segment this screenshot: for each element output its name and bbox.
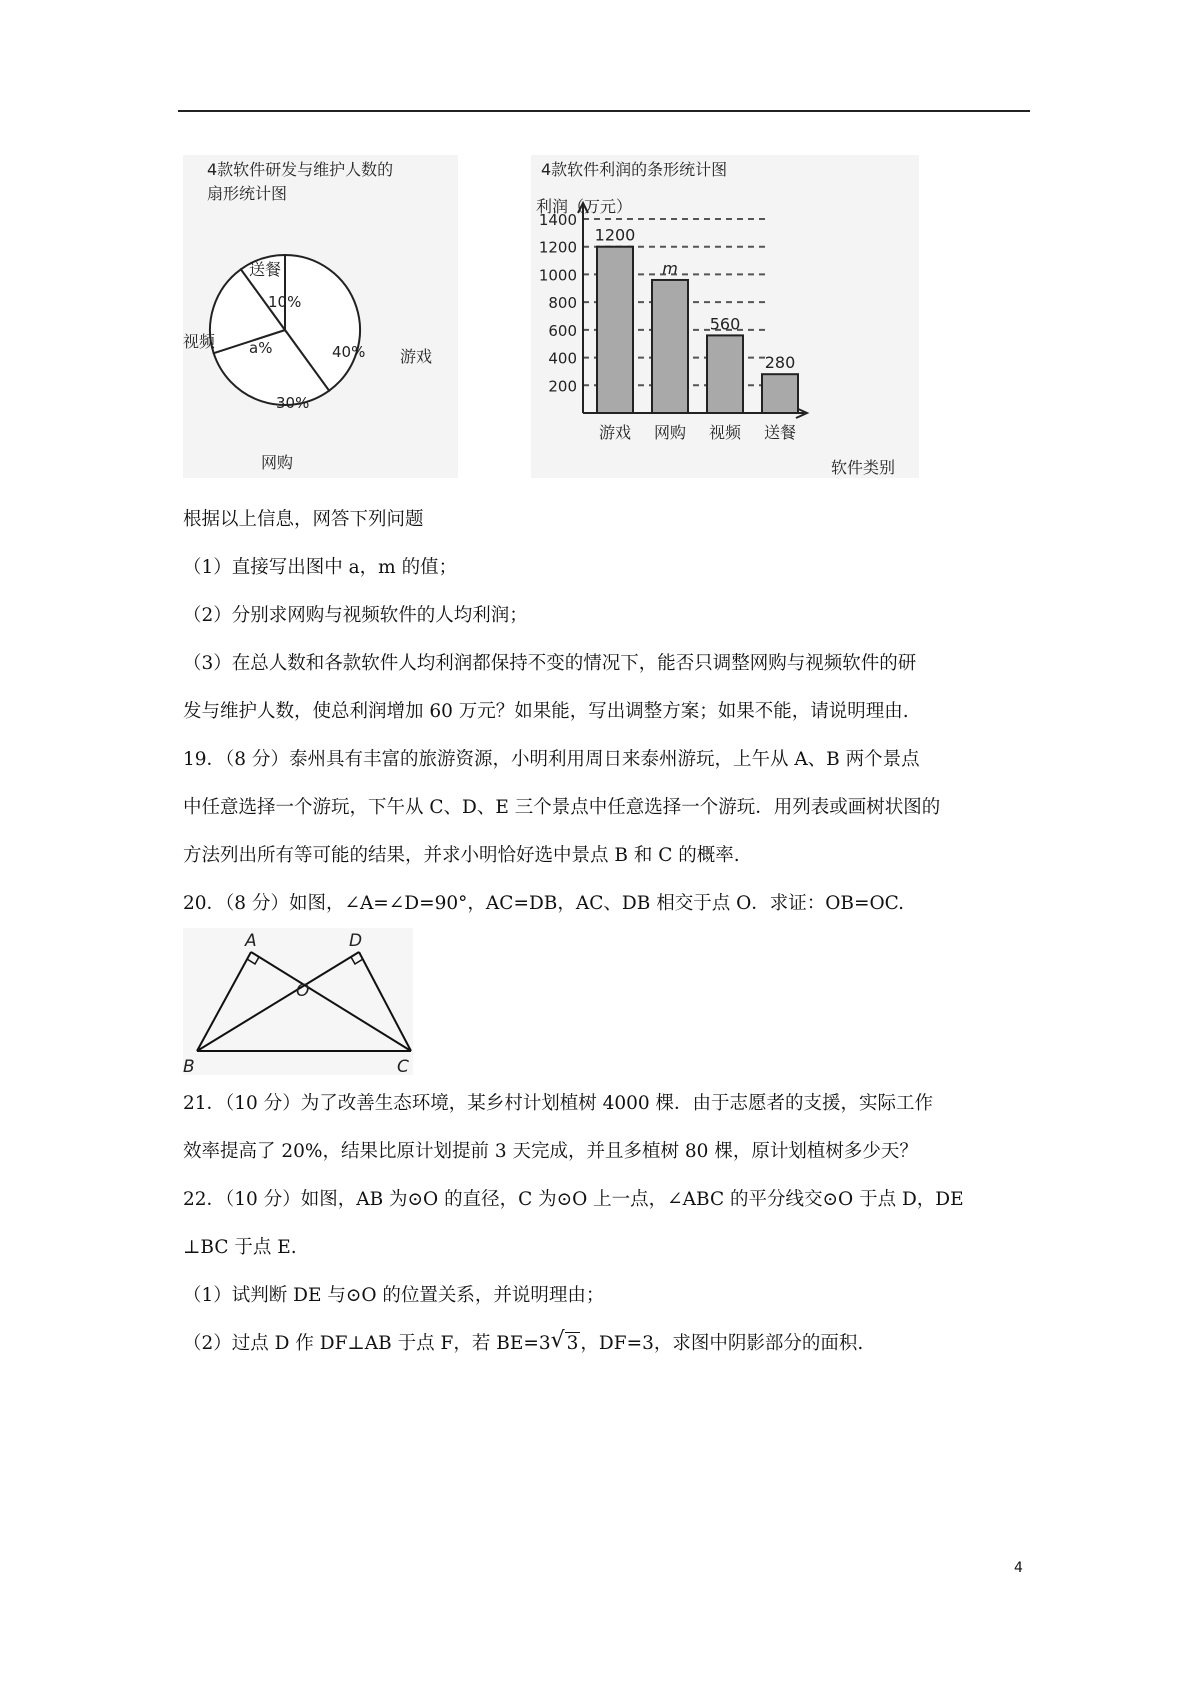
q22-part2 <box>183 1328 864 1356</box>
q18-part3-line2: 发与维护人数，使总利润增加 60 万元？如果能，写出调整方案；如果不能，请说明理由. <box>183 701 909 722</box>
q22-part2-pre: （2）过点 D 作 DF⊥AB 于点 F，若 BE=3 <box>183 1333 551 1354</box>
bar-category-label-2: 视频 <box>708 423 742 442</box>
bar-chart-figure <box>531 155 919 478</box>
bar-category-label-0: 游戏 <box>598 423 632 442</box>
pie-label-youxi: 游戏 <box>400 347 433 366</box>
pie-label-songcan: 送餐 <box>249 260 282 279</box>
ytick-label-1400: 1400 <box>538 211 577 229</box>
bar-value-label-0: 1200 <box>594 225 636 245</box>
vertex-d: D <box>349 931 363 951</box>
segment-ba <box>197 952 251 1051</box>
q21-line1: 21．（10 分）为了改善生态环境，某乡村计划植树 4000 棵．由于志愿者的支援，实际工作 <box>183 1093 934 1114</box>
text-intro: 根据以上信息，网答下列问题 <box>183 509 424 530</box>
pie-label-wanggou: 网购 <box>261 453 294 472</box>
bar-xlabel: 软件类别 <box>831 458 896 477</box>
vertex-a: A <box>245 931 257 951</box>
bar-0 <box>597 247 633 413</box>
bar-value-label-2: 560 <box>709 314 741 334</box>
bar-category-label-3: 送餐 <box>763 423 797 442</box>
pie-title-line2: 扇形统计图 <box>207 184 288 203</box>
vertex-c: C <box>397 1057 409 1075</box>
pie-slices <box>210 255 360 405</box>
triangle-figure <box>183 928 413 1075</box>
bar-chart <box>531 155 919 478</box>
q19-line1: 19．（8 分）泰州具有丰富的旅游资源，小明利用周日来泰州游玩，上午从 A、B 两个景点 <box>183 749 920 770</box>
bar-title: 4款软件利润的条形统计图 <box>541 160 728 179</box>
ytick-label-800: 800 <box>548 294 577 313</box>
pie-title-line1: 4款软件研发与维护人数的 <box>207 160 394 179</box>
pie-pct-songcan: 10% <box>268 293 302 311</box>
radical-sign: √ <box>550 1328 565 1353</box>
q19-line3: 方法列出所有等可能的结果，并求小明恰好选中景点 B 和 C 的概率. <box>183 845 740 866</box>
ytick-label-400: 400 <box>548 349 577 368</box>
q18-part1: （1）直接写出图中 a，m 的值； <box>183 557 458 578</box>
q22-line1: 22．（10 分）如图，AB 为⊙O 的直径，C 为⊙O 上一点，∠ABC 的平分线交⊙O 于点 D，DE <box>183 1189 964 1210</box>
vertex-b: B <box>183 1057 195 1075</box>
bar-1 <box>652 280 688 413</box>
sqrt-expression <box>550 1328 581 1356</box>
bar-3 <box>762 374 798 413</box>
ytick-label-1200: 1200 <box>538 238 577 257</box>
pie-label-shipin: 视频 <box>183 332 216 351</box>
pie-pct-wanggou: 30% <box>276 394 310 412</box>
ytick-label-600: 600 <box>548 321 577 340</box>
bar-bars <box>595 226 798 442</box>
pie-pct-shipin: a% <box>249 339 273 357</box>
ytick-label-200: 200 <box>548 377 577 396</box>
q18-part3-line1: （3）在总人数和各款软件人均利润都保持不变的情况下，能否只调整网购与视频软件的研 <box>183 653 917 674</box>
page-number: 4 <box>1014 1560 1023 1576</box>
bar-value-label-1: m <box>662 258 678 278</box>
q18-part2: （2）分别求网购与视频软件的人均利润； <box>183 605 528 626</box>
bar-value-label-3: 280 <box>764 353 796 373</box>
ytick-label-1000: 1000 <box>538 266 577 285</box>
pie-chart-figure <box>183 155 458 478</box>
bar-category-label-1: 网购 <box>653 423 687 442</box>
radicand: 3 <box>566 1333 579 1354</box>
segment-dc <box>359 952 411 1051</box>
bar-2 <box>707 335 743 413</box>
triangle-diagram <box>183 928 413 1075</box>
vertex-o: O <box>296 981 310 1001</box>
q19-line2: 中任意选择一个游玩，下午从 C、D、E 三个景点中任意选择一个游玩．用列表或画树状图的 <box>183 797 941 818</box>
header-rule <box>178 110 1030 112</box>
bar-ylabel: 利润（万元） <box>536 197 633 216</box>
segment-ac <box>251 952 411 1051</box>
segment-bd <box>197 952 359 1051</box>
q22-part2-post: ，DF=3，求图中阴影部分的面积. <box>580 1333 864 1354</box>
pie-pct-youxi: 40% <box>332 343 366 361</box>
q21-line2: 效率提高了 20%，结果比原计划提前 3 天完成，并且多植树 80 棵，原计划植树多少天？ <box>183 1141 918 1162</box>
pie-chart <box>183 155 458 478</box>
q20-line1: 20．（8 分）如图，∠A=∠D=90°，AC=DB，AC、DB 相交于点 O．求证：OB=OC. <box>183 893 905 914</box>
q22-part1: （1）试判断 DE 与⊙O 的位置关系，并说明理由； <box>183 1285 605 1306</box>
q22-line2: ⊥BC 于点 E. <box>183 1237 297 1258</box>
